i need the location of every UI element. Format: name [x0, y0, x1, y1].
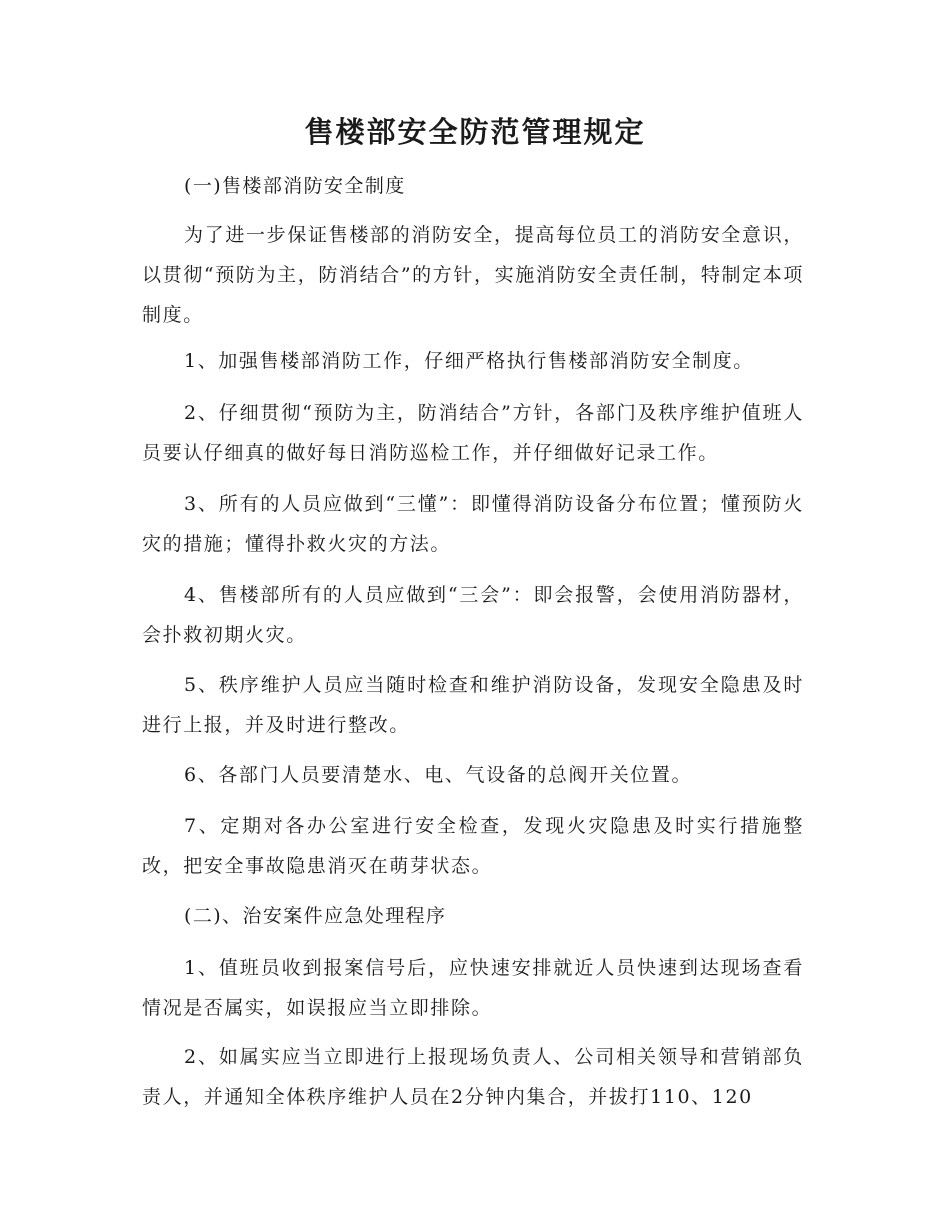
security-step-1: 1、值班员收到报案信号后，应快速安排就近人员快速到达现场查看情况是否属实，如误报应当立即排除。 [142, 957, 804, 1019]
document-title: 售楼部安全防范管理规定 [304, 115, 646, 149]
intro-paragraph: 为了进一步保证售楼部的消防安全，提高每位员工的消防安全意识，以贯彻“预防为主，防消结合”的方针，实施消防安全责任制，特制定本项制度。 [142, 224, 804, 326]
fire-rule-1: 1、加强售楼部消防工作，仔细严格执行售楼部消防安全制度。 [184, 350, 754, 372]
fire-rule-6: 6、各部门人员要清楚水、电、气设备的总阀开关位置。 [184, 764, 693, 786]
section-heading-security-incidents: (二)、治安案件应急处理程序 [184, 905, 447, 927]
fire-rule-7: 7、定期对各办公室进行安全检查，发现火灾隐患及时实行措施整改，把安全事故隐患消灭在萌芽状态。 [142, 815, 804, 877]
section-heading-fire-safety: (一)售楼部消防安全制度 [184, 175, 406, 197]
security-step-2: 2、如属实应当立即进行上报现场负责人、公司相关领导和营销部负责人，并通知全体秩序维护人员在2分钟内集合，并拔打110、120 [142, 1046, 804, 1108]
fire-rule-2: 2、仔细贯彻“预防为主，防消结合”方针，各部门及秩序维护值班人员要认仔细真的做好每日消防巡检工作，并仔细做好记录工作。 [142, 402, 804, 464]
fire-rule-4: 4、售楼部所有的人员应做到“三会”：即会报警，会使用消防器材，会扑救初期火灾。 [142, 584, 804, 646]
fire-rule-5: 5、秩序维护人员应当随时检查和维护消防设备，发现安全隐患及时进行上报，并及时进行整改。 [142, 674, 804, 736]
fire-rule-3: 3、所有的人员应做到“三懂”：即懂得消防设备分布位置；懂预防火灾的措施；懂得扑救火灾的方法。 [142, 493, 804, 555]
